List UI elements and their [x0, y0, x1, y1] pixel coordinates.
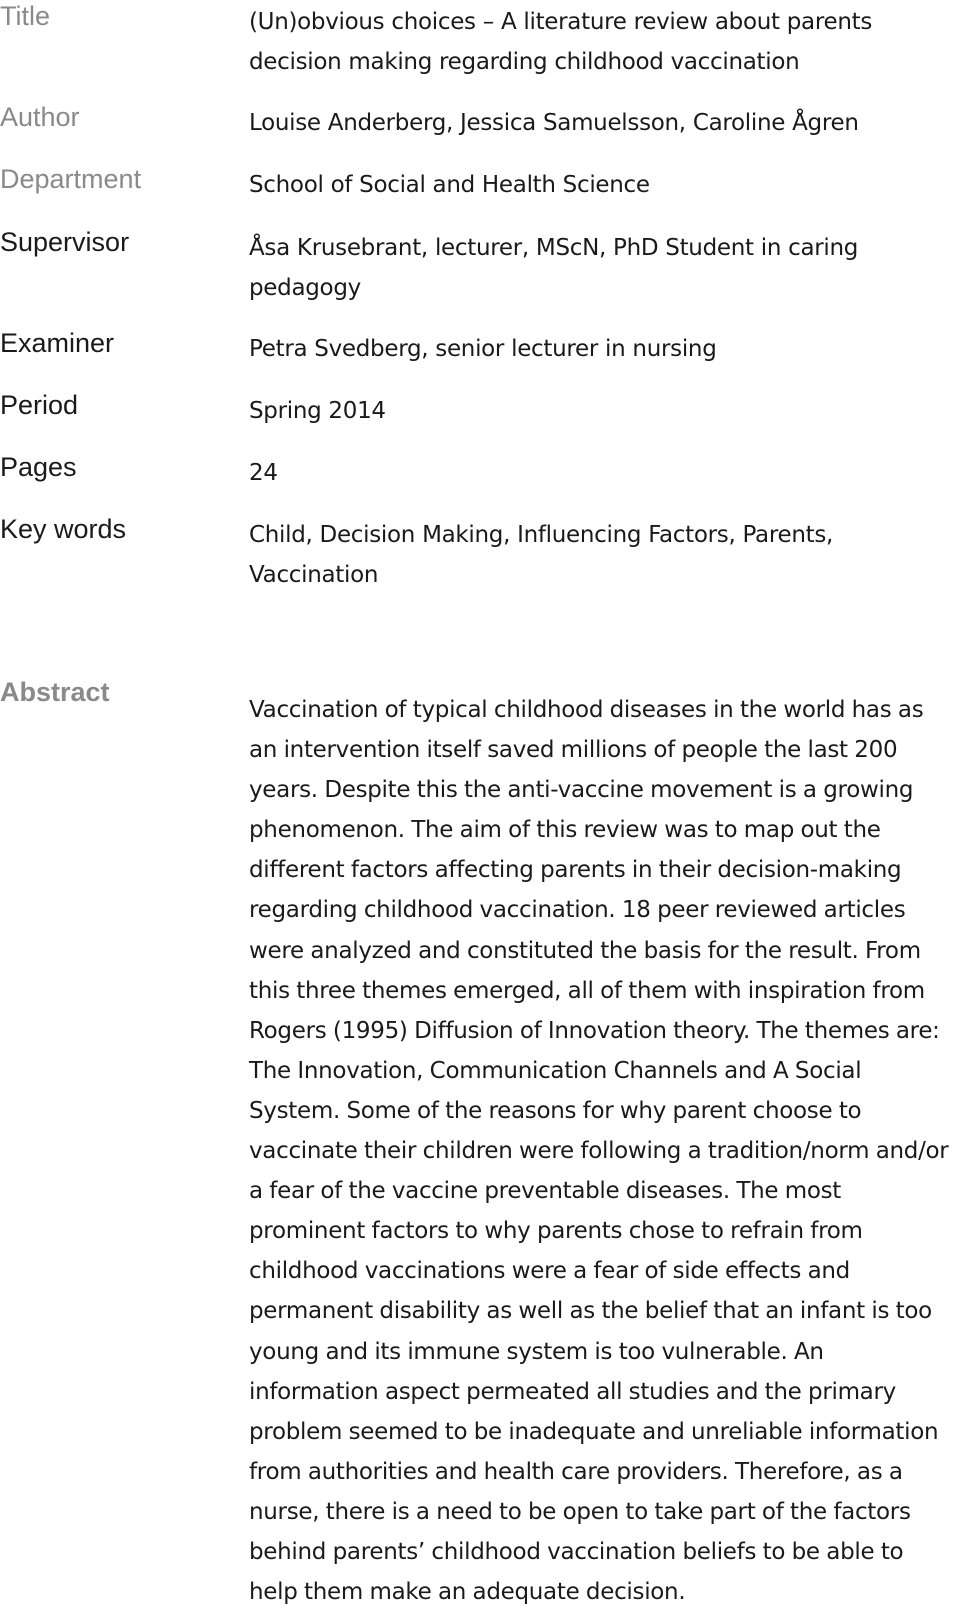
title-label: Title	[0, 1, 51, 31]
examiner-value: Petra Svedberg, senior lecturer in nursing	[249, 336, 717, 362]
abstract-heading: Abstract	[0, 677, 110, 707]
abstract-body: Vaccination of typical childhood diseases in the world has as an intervention itself saved millions of people the last 200 years. Despite this the anti-vaccine movement is a growing phenomenon. The aim of this review was to map out the different factors affecting parents in their decision-making regarding childhood vaccination. 18 peer reviewed articles were analyzed and constituted the basis for the result. From this three themes emerged, all of them with inspiration from Rogers (1995) Diffusion of Innovation theory. The themes are: The Innovation, Communication Channels and A Social System. Some of the reasons for why parent choose to vaccinate their children were following a tradition/norm and/or a fear of the vaccine preventable diseases. The most prominent factors to why parents chose to refrain from childhood vaccinations were a fear of side effects and permanent disability as well as the belief that an infant is too young and its immune system is too vulnerable. An information aspect permeated all studies and the primary problem seemed to be inadequate and unreliable information from authorities and health care providers. Therefore, as a nurse, there is a need to be open to take part of the factors behind parents’ childhood vaccination beliefs to be able to help them make an adequate decision.	[249, 697, 949, 1606]
pages-label: Pages	[0, 452, 77, 482]
period-value: Spring 2014	[249, 398, 386, 424]
supervisor-label: Supervisor	[0, 227, 130, 257]
author-value: Louise Anderberg, Jessica Samuelsson, Caroline Ågren	[249, 110, 859, 136]
title-value: (Un)obvious choices – A literature review about parents decision making regarding childhood vaccination	[249, 9, 873, 75]
author-label: Author	[0, 102, 80, 132]
period-label: Period	[0, 390, 79, 420]
supervisor-value: Åsa Krusebrant, lecturer, MScN, PhD Student in caring pedagogy	[249, 235, 859, 301]
keywords-label: Key words	[0, 514, 127, 544]
keywords-value: Child, Decision Making, Influencing Factors, Parents, Vaccination	[249, 522, 834, 588]
department-label: Department	[0, 164, 142, 194]
department-value: School of Social and Health Science	[249, 172, 650, 198]
pages-value: 24	[249, 460, 278, 486]
examiner-label: Examiner	[0, 328, 115, 358]
